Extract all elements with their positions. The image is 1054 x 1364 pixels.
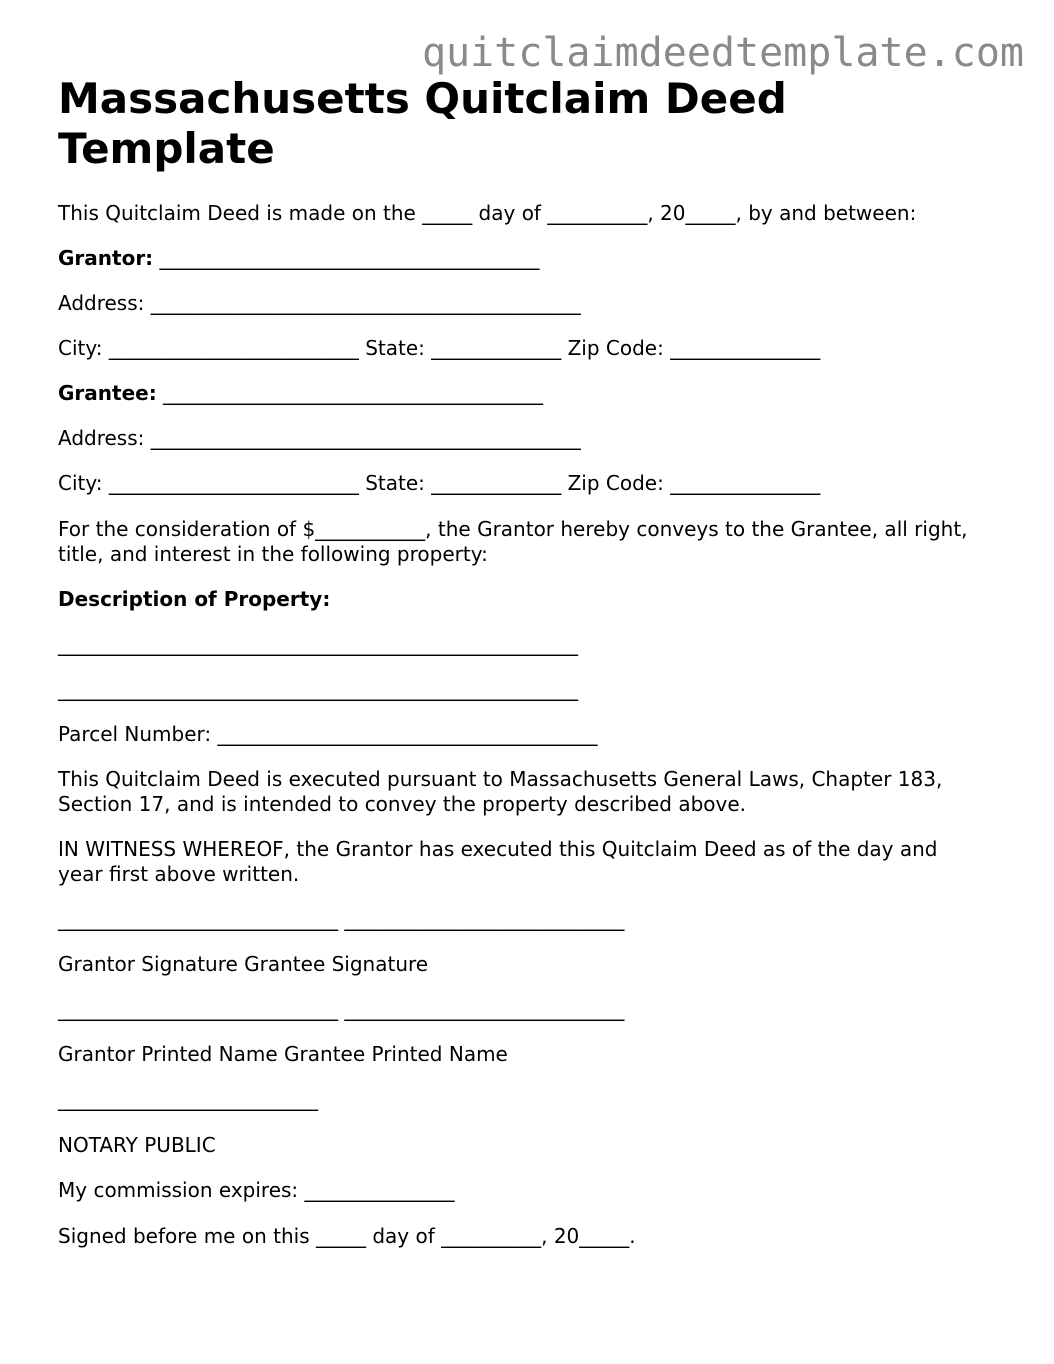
description-heading: Description of Property: [58,587,331,611]
grantor-address: Address: ___________________________________________ [58,291,581,315]
grantee-line [58,381,543,406]
signature-labels: Grantor Signature Grantee Signature [58,952,429,976]
printed-name-lines: ____________________________ ____________________________ [58,997,625,1021]
statute-paragraph: This Quitclaim Deed is executed pursuant to Massachusetts General Laws, Chapter 183, Section 17, and is intended to convey the property described above. [58,767,943,816]
notary-heading: NOTARY PUBLIC [58,1133,216,1157]
printed-name-labels: Grantor Printed Name Grantee Printed Name [58,1042,508,1066]
commission-expires: My commission expires: _______________ [58,1178,455,1202]
grantor-city-state-zip: City: _________________________ State: _____________ Zip Code: _______________ [58,336,821,360]
watermark: quitclaimdeedtemplate.com [421,30,1024,76]
notary-signature-line: __________________________ [58,1087,318,1111]
description-line-2: ____________________________________________________ [58,677,578,701]
grantor-blank: ______________________________________ [153,246,540,270]
consideration-paragraph: For the consideration of $___________, the Grantor hereby conveys to the Grantee, all right, title, and interest in the following property: [58,517,968,566]
page-title: Massachusetts Quitclaim Deed Template [58,74,787,173]
parcel-number: Parcel Number: ______________________________________ [58,722,598,746]
grantee-blank: ______________________________________ [156,381,544,405]
grantee-label: Grantee: [58,381,157,405]
grantor-label: Grantor: [58,246,154,270]
grantee-address: Address: ___________________________________________ [58,426,581,450]
intro-line: This Quitclaim Deed is made on the _____ day of __________, 20_____, by and between: [58,201,917,225]
witness-paragraph: IN WITNESS WHEREOF, the Grantor has executed this Quitclaim Deed as of the day and year first above written. [58,837,938,886]
grantor-line [58,246,540,271]
signature-lines: ____________________________ ____________________________ [58,907,625,931]
grantee-city-state-zip: City: _________________________ State: _____________ Zip Code: _______________ [58,471,821,495]
signed-before: Signed before me on this _____ day of __________, 20_____. [58,1224,636,1248]
description-line-1: ____________________________________________________ [58,632,578,656]
